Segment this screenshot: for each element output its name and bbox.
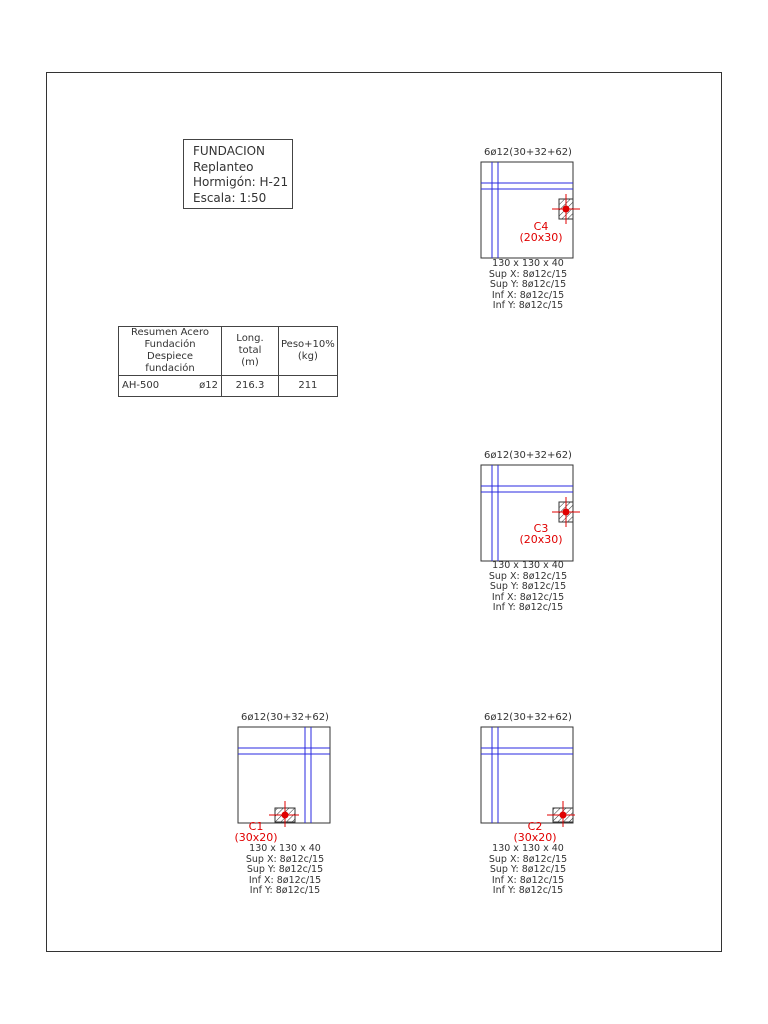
footing-dimensions: 130 x 130 x 40 <box>492 843 564 854</box>
column-id: C2 <box>527 820 543 833</box>
header-length-line1: Long. total <box>236 333 264 356</box>
spec-inf-y: Inf Y: 8ø12c/15 <box>492 300 564 311</box>
column-label <box>516 221 566 243</box>
spec-sup-x: Sup X: 8ø12c/15 <box>245 853 325 865</box>
header-weight-line2: (kg) <box>297 351 318 362</box>
spec-sup-y: Sup Y: 8ø12c/15 <box>489 581 567 592</box>
header-weight-line1: Peso+10% <box>281 339 335 350</box>
header-cell-length <box>222 327 279 376</box>
footing-specs <box>473 844 583 897</box>
spec-inf-y: Inf Y: 8ø12c/15 <box>492 885 564 896</box>
column-id: C3 <box>533 522 549 535</box>
title-block-concrete: Hormigón: H-21 <box>193 175 289 189</box>
footing-top-bars-label: 6ø12(30+32+62) <box>484 450 572 461</box>
column-id: C4 <box>533 220 549 233</box>
header-cell-weight <box>279 327 338 376</box>
header-summary-line1: Resumen Acero <box>131 327 209 338</box>
footing-plan-drawing <box>470 152 590 262</box>
spec-sup-x: Sup X: 8ø12c/15 <box>488 570 568 582</box>
table-row <box>119 376 338 397</box>
footing-specs <box>473 259 583 312</box>
spec-inf-y: Inf Y: 8ø12c/15 <box>249 885 321 896</box>
steel-summary-table <box>118 326 338 397</box>
cell-weight: 211 <box>279 376 338 397</box>
footing-specs <box>230 844 340 897</box>
footing-dimensions: 130 x 130 x 40 <box>492 560 564 571</box>
header-length-line2: (m) <box>241 357 259 368</box>
column-label <box>516 523 566 545</box>
header-summary-line3: Despiece fundación <box>145 351 195 374</box>
table-header-row <box>119 327 338 376</box>
spec-sup-x: Sup X: 8ø12c/15 <box>488 853 568 865</box>
spec-sup-y: Sup Y: 8ø12c/15 <box>246 864 324 875</box>
title-block <box>183 139 293 209</box>
column-size: (20x30) <box>519 533 563 546</box>
column-size: (20x30) <box>519 231 563 244</box>
spec-inf-x: Inf X: 8ø12c/15 <box>491 289 565 301</box>
title-block-subtitle: Replanteo <box>193 159 254 174</box>
footing-plan-drawing <box>470 717 590 827</box>
bar-diameter: ø12 <box>199 380 218 391</box>
material-grade: AH-500 <box>122 380 160 391</box>
column-size: (30x20) <box>234 831 278 844</box>
drawing-sheet-border <box>46 72 722 952</box>
title-block-scale: Escala: 1:50 <box>193 190 267 205</box>
footing-plan-drawing <box>227 717 347 827</box>
spec-inf-x: Inf X: 8ø12c/15 <box>491 591 565 603</box>
footing-plan-drawing <box>470 455 590 565</box>
spec-sup-x: Sup X: 8ø12c/15 <box>488 268 568 280</box>
footing-dimensions: 130 x 130 x 40 <box>492 258 564 269</box>
cell-length: 216.3 <box>222 376 279 397</box>
spec-inf-y: Inf Y: 8ø12c/15 <box>492 602 564 613</box>
footing-dimensions: 130 x 130 x 40 <box>249 843 321 854</box>
spec-inf-x: Inf X: 8ø12c/15 <box>491 874 565 886</box>
column-size: (30x20) <box>513 831 557 844</box>
column-label <box>231 821 281 843</box>
footing-top-bars-label: 6ø12(30+32+62) <box>241 712 329 723</box>
spec-sup-y: Sup Y: 8ø12c/15 <box>489 864 567 875</box>
column-label <box>510 821 560 843</box>
header-cell-summary <box>119 327 222 376</box>
spec-sup-y: Sup Y: 8ø12c/15 <box>489 279 567 290</box>
spec-inf-x: Inf X: 8ø12c/15 <box>248 874 322 886</box>
header-summary-line2: Fundación <box>144 339 196 350</box>
footing-top-bars-label: 6ø12(30+32+62) <box>484 147 572 158</box>
footing-specs <box>473 561 583 614</box>
footing-top-bars-label: 6ø12(30+32+62) <box>484 712 572 723</box>
column-id: C1 <box>248 820 264 833</box>
cell-material <box>119 376 222 397</box>
title-block-heading: FUNDACION <box>193 144 266 158</box>
